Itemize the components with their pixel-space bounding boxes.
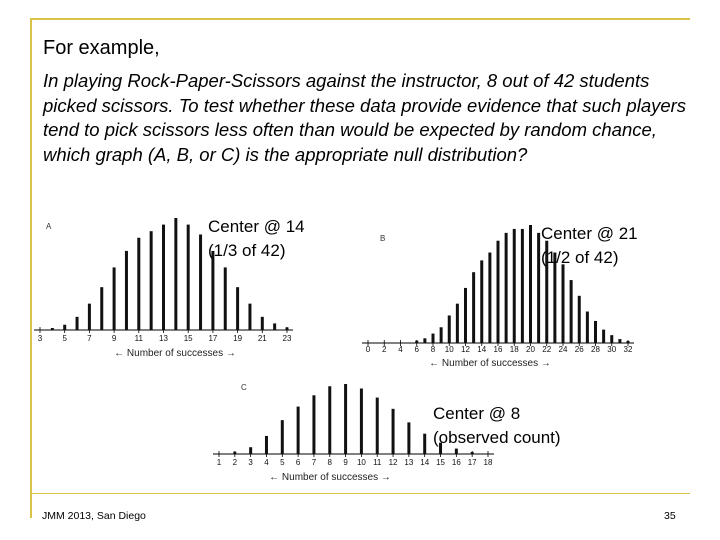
bar <box>297 407 300 454</box>
x-axis-label: ← Number of successes → <box>269 472 391 483</box>
bar <box>529 225 532 343</box>
x-tick-label: 32 <box>623 345 633 354</box>
x-tick-label: 1 <box>216 458 222 467</box>
bar <box>125 251 128 330</box>
bar <box>423 434 426 454</box>
x-tick-label: 26 <box>574 345 584 354</box>
x-tick-label: 9 <box>111 334 117 343</box>
bar <box>328 386 331 454</box>
slide-question: In playing Rock-Paper-Scissors against the instructor, 8 out of 42 students picked scissors. To test whether these data provide evidence that such players tend to pick scissors less often than would be expected by random chance, which graph (A, B, or C) is the appropriate null distribution? <box>43 70 687 165</box>
bar <box>88 304 91 330</box>
x-tick-label: 5 <box>280 458 285 467</box>
callout-b <box>541 222 638 270</box>
bar <box>261 317 264 330</box>
bar <box>562 264 565 343</box>
x-tick-label: 15 <box>436 458 445 467</box>
x-tick-label: 10 <box>356 458 366 467</box>
bar <box>448 315 451 343</box>
x-tick-label: 9 <box>343 458 348 467</box>
bar <box>472 272 475 343</box>
callout-a-line1: Center @ 14 <box>208 217 305 236</box>
bar <box>480 260 483 343</box>
x-tick-label: 5 <box>62 334 67 343</box>
bar <box>137 238 140 330</box>
x-tick-label: 11 <box>373 458 382 467</box>
x-tick-label: 21 <box>257 334 267 343</box>
bar <box>174 218 177 330</box>
x-tick-label: 24 <box>558 345 568 354</box>
bar <box>76 317 79 330</box>
x-tick-label: 2 <box>382 345 387 354</box>
x-tick-label: 19 <box>233 334 243 343</box>
x-tick-label: 4 <box>264 458 269 467</box>
callout-c <box>433 402 561 450</box>
page-number: 35 <box>664 510 676 522</box>
bar <box>281 420 284 454</box>
x-tick-label: 22 <box>542 345 552 354</box>
slide-title: For example, <box>43 37 160 59</box>
bar <box>392 409 395 454</box>
x-tick-label: 16 <box>493 345 503 354</box>
bar <box>521 229 524 343</box>
x-tick-label: 12 <box>388 458 398 467</box>
bar <box>464 288 467 343</box>
x-tick-label: 15 <box>183 334 193 343</box>
bar <box>248 304 251 330</box>
x-tick-label: 23 <box>282 334 292 343</box>
x-tick-label: 6 <box>295 458 301 467</box>
x-tick-label: 28 <box>591 345 600 354</box>
bar <box>265 436 268 454</box>
bar <box>150 231 153 330</box>
callout-c-line2: (observed count) <box>433 428 561 447</box>
bar <box>594 321 597 343</box>
bar <box>570 280 573 343</box>
bar <box>415 341 418 343</box>
bar <box>187 225 190 330</box>
bar <box>618 339 621 343</box>
x-tick-label: 14 <box>477 345 487 354</box>
bar <box>249 447 252 454</box>
bar <box>376 398 379 454</box>
bar <box>312 395 315 454</box>
x-tick-label: 2 <box>232 458 238 467</box>
bar <box>162 225 165 330</box>
bar <box>199 234 202 330</box>
bar <box>505 233 508 343</box>
bar <box>610 335 613 343</box>
x-axis-label: ← Number of successes → <box>114 348 236 359</box>
x-tick-label: 18 <box>509 345 519 354</box>
callout-a <box>208 215 305 263</box>
x-tick-label: 13 <box>159 334 168 343</box>
x-tick-label: 16 <box>451 458 461 467</box>
bar <box>432 334 435 343</box>
bar <box>344 384 347 454</box>
x-tick-label: 4 <box>398 345 403 354</box>
x-tick-label: 10 <box>444 345 454 354</box>
bar <box>488 253 491 343</box>
bar <box>602 330 605 343</box>
bar <box>578 296 581 343</box>
bar <box>233 452 236 454</box>
x-tick-label: 14 <box>420 458 430 467</box>
bar <box>286 327 289 330</box>
callout-b-line1: Center @ 21 <box>541 224 638 243</box>
x-tick-label: 3 <box>248 458 253 467</box>
x-tick-label: 20 <box>526 345 535 354</box>
x-tick-label: 8 <box>430 345 436 354</box>
callout-a-line2: (1/3 of 42) <box>208 241 286 260</box>
chart-title: A <box>46 222 52 231</box>
footer-conference: JMM 2013, San Diego <box>42 510 146 522</box>
bar <box>423 338 426 343</box>
x-axis-label: ← Number of successes → <box>429 358 551 369</box>
x-tick-label: 6 <box>414 345 419 354</box>
x-tick-label: 3 <box>37 334 43 343</box>
chart-title: C <box>241 383 247 392</box>
bar <box>586 312 589 343</box>
x-tick-label: 11 <box>134 334 143 343</box>
bar <box>273 323 276 330</box>
chart-title: B <box>380 234 386 243</box>
bar <box>627 341 630 343</box>
x-tick-label: 17 <box>208 334 218 343</box>
x-tick-label: 17 <box>467 458 477 467</box>
x-tick-label: 0 <box>365 345 371 354</box>
bar <box>224 267 227 330</box>
x-tick-label: 18 <box>483 458 493 467</box>
bar <box>100 287 103 330</box>
bar <box>407 422 410 454</box>
x-tick-label: 30 <box>607 345 617 354</box>
x-tick-label: 7 <box>311 458 317 467</box>
bar <box>471 452 474 454</box>
callout-c-line1: Center @ 8 <box>433 404 521 423</box>
bar <box>360 389 363 454</box>
bar <box>456 304 459 343</box>
x-tick-label: 13 <box>404 458 414 467</box>
bar <box>63 325 66 330</box>
x-tick-label: 7 <box>87 334 92 343</box>
bar <box>537 233 540 343</box>
bar <box>236 287 239 330</box>
x-tick-label: 8 <box>327 458 332 467</box>
x-tick-label: 12 <box>461 345 470 354</box>
callout-b-line2: (1/2 of 42) <box>541 248 619 267</box>
bar <box>113 267 116 330</box>
bar <box>497 241 500 343</box>
bar <box>51 328 54 330</box>
bar <box>440 327 443 343</box>
bar <box>513 229 516 343</box>
